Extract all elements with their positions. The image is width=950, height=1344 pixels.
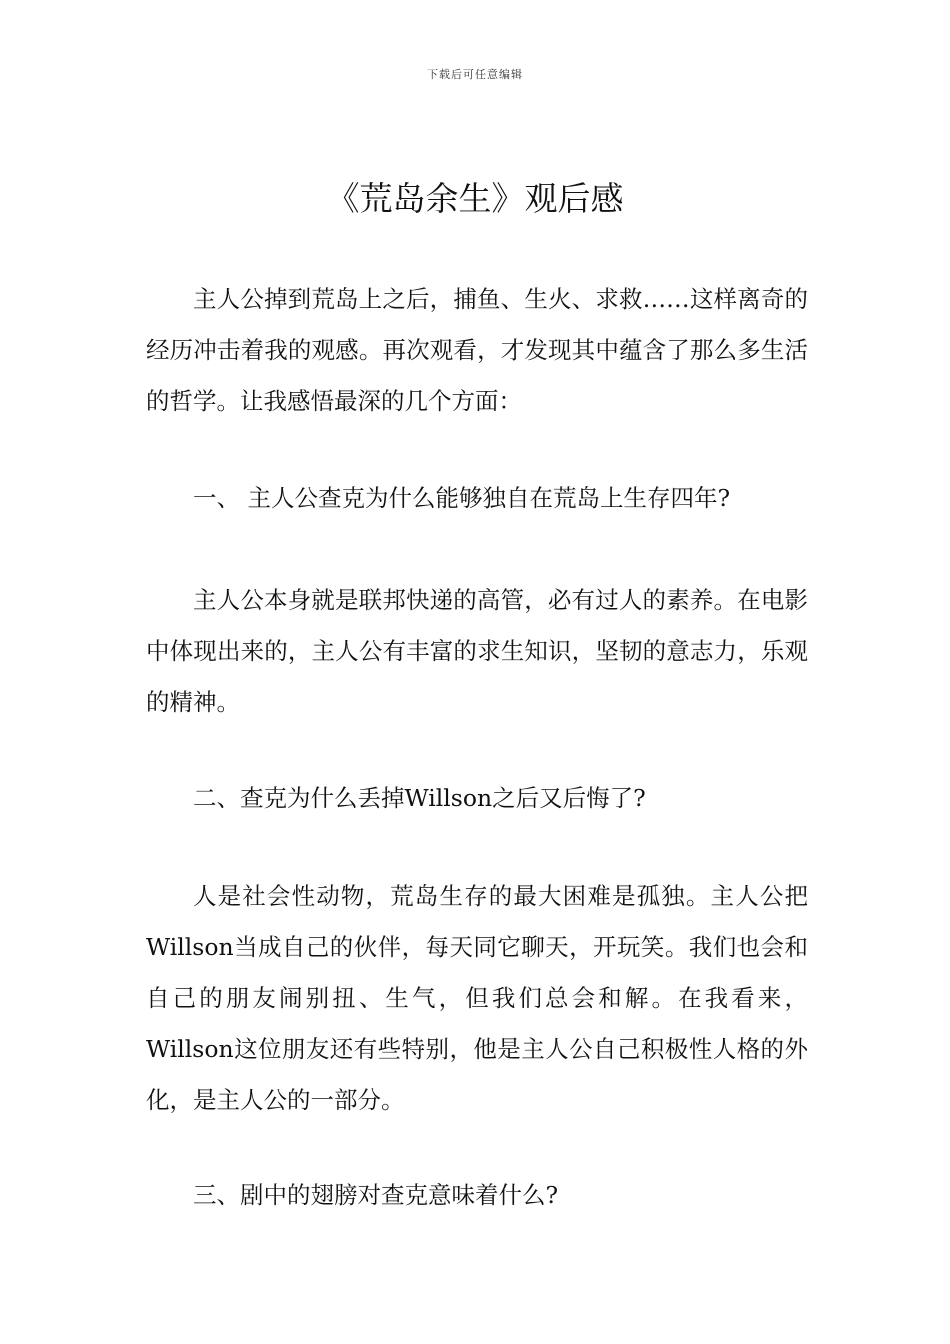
intro-paragraph: 主人公掉到荒岛上之后，捕鱼、生火、求救……这样离奇的经历冲击着我的观感。再次观看，才发现其中蕴含了那么多生活的哲学。让我感悟最深的几个方面：	[146, 285, 808, 415]
section-paragraph-1: 主人公本身就是联邦快递的高管，必有过人的素养。在电影中体现出来的，主人公有丰富的求生知识，坚韧的意志力，乐观的精神。	[146, 586, 808, 716]
section-heading-1: 一、 主人公查克为什么能够独自在荒岛上生存四年?	[193, 484, 731, 512]
document-title: 《荒岛余生》观后感	[326, 179, 624, 218]
section-heading-2: 二、查克为什么丢掉Willson之后又后悔了?	[193, 784, 646, 812]
header-note: 下载后可任意编辑	[427, 68, 523, 81]
section-paragraph-2: 人是社会性动物，荒岛生存的最大困难是孤独。主人公把Willson当成自己的伙伴，每天同它聊天，开玩笑。我们也会和自己的朋友闹别扭、生气，但我们总会和解。在我看来，Willson这位朋友还有些特别，他是主人公自己积极性人格的外化，是主人公的一部分。	[146, 882, 808, 1114]
section-heading-3: 三、剧中的翅膀对查克意味着什么?	[193, 1181, 559, 1209]
